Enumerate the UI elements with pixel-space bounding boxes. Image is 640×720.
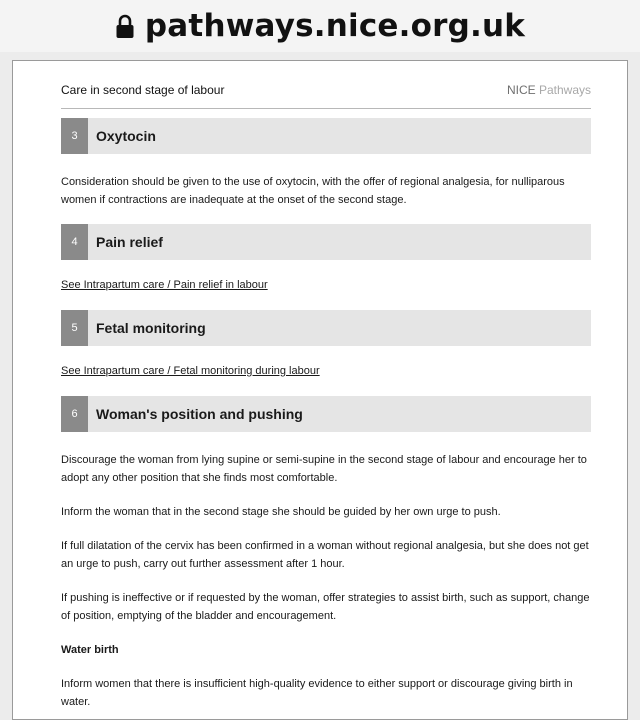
document-title: Care in second stage of labour [61, 83, 225, 97]
section-number: 3 [61, 118, 88, 154]
pdf-page [12, 60, 628, 720]
pain-relief-link[interactable]: See Intrapartum care / Pain relief in labour [61, 279, 268, 291]
position-paragraph-3: If full dilatation of the cervix has been confirmed in a woman without regional analgesia, but she does not get an urge to push, carry out further assessment after 1 hour. [61, 540, 589, 570]
section-oxytocin-header [61, 118, 591, 154]
nice-pathways-logo [507, 83, 591, 97]
document-header [61, 80, 591, 109]
browser-url-bar[interactable] [0, 0, 640, 52]
position-paragraph-2: Inform the woman that in the second stage she should be guided by her own urge to push. [61, 506, 501, 518]
position-paragraph-1: Discourage the woman from lying supine or semi-supine in the second stage of labour and encourage her to adopt any other position that she finds most comfortable. [61, 454, 587, 484]
position-paragraph-4: If pushing is ineffective or if requested by the woman, offer strategies to assist birth, such as support, change of position, emptying of the bladder and encouragement. [61, 592, 590, 622]
oxytocin-paragraph: Consideration should be given to the use of oxytocin, with the offer of regional analgesia, for nulliparous women if contractions are inadequate at the onset of the second stage. [61, 176, 565, 206]
brand-pathways: Pathways [538, 83, 591, 97]
section-pain-relief-header [61, 224, 591, 260]
section-title: Oxytocin [96, 128, 156, 144]
section-title: Woman's position and pushing [96, 406, 303, 422]
section-position-pushing-header [61, 396, 591, 432]
water-birth-heading: Water birth [61, 644, 119, 656]
section-title: Pain relief [96, 234, 163, 250]
section-number: 6 [61, 396, 88, 432]
url-text: pathways.nice.org.uk [144, 8, 526, 44]
fetal-monitoring-link[interactable]: See Intrapartum care / Fetal monitoring during labour [61, 365, 320, 377]
section-number: 4 [61, 224, 88, 260]
url-display[interactable] [115, 8, 525, 44]
water-birth-paragraph: Inform women that there is insufficient high-quality evidence to either support or discourage giving birth in water. [61, 678, 573, 708]
lock-icon [115, 14, 135, 40]
section-number: 5 [61, 310, 88, 346]
section-fetal-monitoring-header [61, 310, 591, 346]
section-title: Fetal monitoring [96, 320, 206, 336]
brand-nice: NICE [506, 83, 536, 97]
